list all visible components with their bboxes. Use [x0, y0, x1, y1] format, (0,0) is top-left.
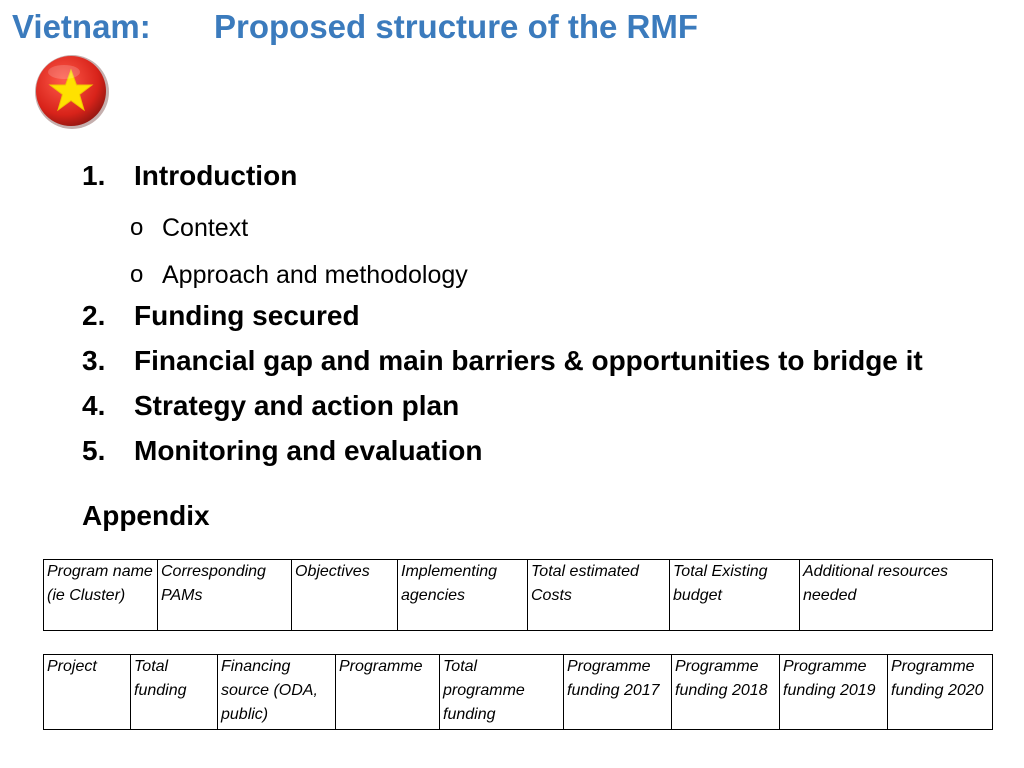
item-number: 5. — [82, 435, 106, 466]
slide-title: Proposed structure of the RMF — [214, 8, 699, 45]
table-header-cell: Additional resources needed — [800, 560, 993, 631]
item-label: Funding secured — [134, 300, 360, 331]
table-header-cell: Objectives — [292, 560, 398, 631]
item-number: 2. — [82, 300, 106, 331]
country-title: Vietnam: — [12, 8, 151, 45]
subitem-label: Context — [162, 214, 249, 242]
item-number: 4. — [82, 390, 106, 421]
vietnam-flag-icon — [34, 54, 110, 130]
item-label: Strategy and action plan — [134, 390, 460, 421]
table-header-row — [44, 560, 993, 631]
table-header-cell: Total Existing budget — [670, 560, 800, 631]
circle-bullet-icon: o — [130, 214, 144, 241]
table-header-cell: Total estimated Costs — [528, 560, 670, 631]
item-number: 1. — [82, 160, 106, 191]
table-header-cell: Programme funding 2017 — [564, 655, 672, 730]
table-header-cell: Programme funding 2019 — [780, 655, 888, 730]
circle-bullet-icon: o — [130, 261, 144, 288]
table-header-cell: Program name (ie Cluster) — [44, 560, 158, 631]
table-header-cell: Project — [44, 655, 131, 730]
appendix-heading: Appendix — [82, 500, 210, 531]
item-number: 3. — [82, 345, 106, 376]
table-header-cell: Corresponding PAMs — [158, 560, 292, 631]
table-header-cell: Financing source (ODA, public) — [218, 655, 336, 730]
table-header-cell: Implementing agencies — [398, 560, 528, 631]
project-funding-table — [43, 654, 993, 730]
subitem-label: Approach and methodology — [162, 261, 468, 289]
table-header-row — [44, 655, 993, 730]
item-label: Financial gap and main barriers & opportunities to bridge it — [134, 345, 923, 376]
table-header-cell: Programme funding 2018 — [672, 655, 780, 730]
table-header-cell: Total programme funding — [440, 655, 564, 730]
program-table — [43, 559, 993, 631]
item-label: Introduction — [134, 160, 298, 191]
table-header-cell: Total funding — [131, 655, 218, 730]
table-header-cell: Programme funding 2020 — [888, 655, 993, 730]
item-label: Monitoring and evaluation — [134, 435, 483, 466]
table-header-cell: Programme — [336, 655, 440, 730]
